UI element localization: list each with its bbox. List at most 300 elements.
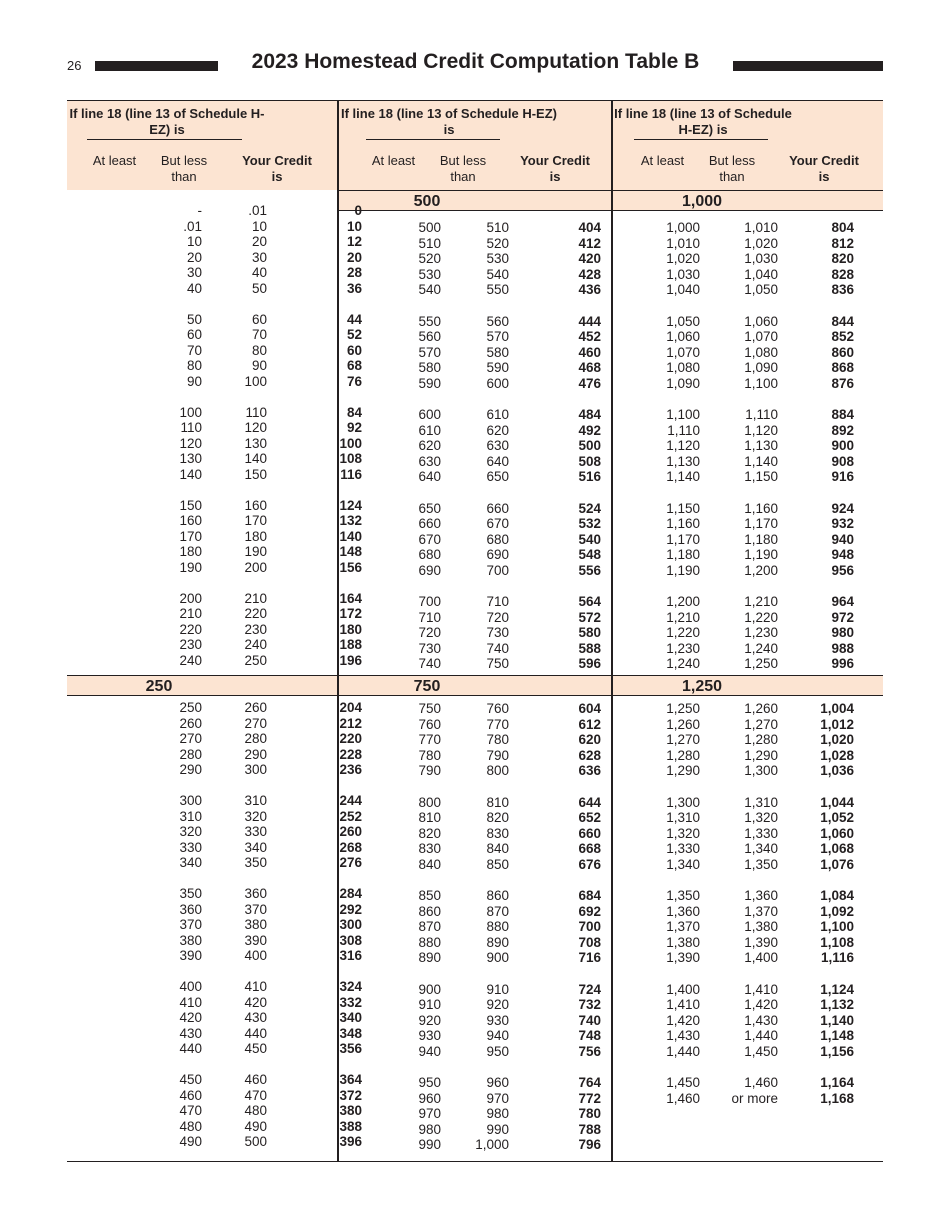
at-least-cell: 1,170 (666, 531, 700, 547)
table-row (67, 497, 362, 514)
credit-cell: 916 (831, 469, 854, 484)
credit-cell: 0 (354, 203, 362, 218)
credit-cell: 324 (339, 979, 362, 994)
but-less-than-cell: 550 (486, 282, 509, 297)
table-row (67, 731, 362, 747)
but-less-than-cell: 360 (244, 886, 267, 901)
at-least-cell: 1,160 (666, 516, 700, 531)
credit-cell: 844 (831, 313, 854, 329)
at-least-cell: 800 (418, 794, 441, 810)
table-row (67, 327, 362, 343)
but-less-than-cell: 530 (486, 251, 509, 266)
at-least-cell: 20 (186, 249, 202, 265)
table-row (67, 994, 362, 1011)
credit-cell: 668 (578, 841, 601, 856)
but-less-than-cell: 1,260 (744, 701, 778, 716)
but-less-than-cell: 660 (486, 500, 509, 516)
but-less-than-cell: 270 (244, 715, 267, 731)
at-least-cell: 1,020 (666, 251, 700, 266)
at-least-cell: 220 (179, 621, 202, 637)
but-less-than-cell: 1,020 (744, 235, 778, 251)
table-row (613, 888, 883, 904)
credit-cell: 148 (339, 544, 362, 559)
table-row (339, 454, 609, 470)
but-less-than-cell: 380 (244, 917, 267, 932)
row-group (339, 888, 609, 966)
at-least-cell: 500 (418, 220, 441, 235)
but-less-than-cell: 920 (486, 997, 509, 1012)
at-least-cell: 1,260 (666, 716, 700, 732)
credit-cell: 780 (578, 1106, 601, 1121)
table-row (67, 466, 362, 483)
table-row (339, 532, 609, 548)
at-least-cell: 440 (179, 1041, 202, 1056)
band-value: 1,000 (681, 193, 723, 210)
but-less-than-cell: 1,170 (744, 516, 778, 531)
but-less-than-cell: 740 (486, 640, 509, 656)
table-row (339, 919, 609, 935)
credit-cell: 412 (578, 235, 601, 251)
header-underline (87, 139, 242, 140)
row-group (613, 701, 883, 779)
but-less-than-cell: 80 (251, 342, 267, 358)
at-least-cell: 290 (179, 762, 202, 777)
table-row (339, 314, 609, 330)
at-least-cell: 460 (179, 1087, 202, 1103)
but-less-than-cell: 240 (244, 637, 267, 652)
at-least-cell: 1,320 (666, 825, 700, 841)
table-row (67, 203, 362, 219)
row-group (67, 886, 362, 964)
credit-cell: 372 (339, 1087, 362, 1103)
at-least-cell: 610 (418, 422, 441, 438)
credit-cell: 868 (831, 360, 854, 375)
but-less-than-cell: 1,460 (744, 1075, 778, 1090)
row-group (67, 404, 362, 483)
credit-cell: 236 (339, 762, 362, 777)
table-row (67, 1041, 362, 1057)
but-less-than-cell: 1,210 (744, 594, 778, 609)
table-row (339, 1137, 609, 1153)
at-least-cell: 590 (418, 375, 441, 391)
credit-cell: 1,076 (820, 856, 854, 872)
credit-cell: 1,156 (820, 1043, 854, 1059)
credit-cell: 836 (831, 282, 854, 297)
band-label (67, 675, 337, 696)
row-group (67, 793, 362, 871)
row-group (67, 590, 362, 669)
credit-cell: 284 (339, 886, 362, 901)
at-least-cell: 1,350 (666, 888, 700, 903)
credit-cell: 468 (578, 360, 601, 375)
table-row (339, 329, 609, 345)
credit-cell: 420 (578, 251, 601, 266)
credit-cell: 252 (339, 808, 362, 824)
but-less-than-cell: 90 (251, 358, 267, 373)
table-row (613, 826, 883, 842)
credit-cell: 308 (339, 932, 362, 948)
table-row (67, 544, 362, 560)
table-row (67, 886, 362, 902)
row-group (67, 311, 362, 390)
credit-cell: 60 (346, 342, 362, 358)
at-least-cell: 870 (418, 919, 441, 934)
row-group (613, 314, 883, 392)
credit-cell: 732 (578, 997, 601, 1012)
band-value: 250 (145, 678, 173, 695)
but-less-than-cell: 910 (486, 981, 509, 997)
at-least-cell: 1,230 (666, 640, 700, 656)
credit-cell: 884 (831, 407, 854, 422)
credit-cell: 444 (578, 313, 601, 329)
but-less-than-cell: 1,030 (744, 251, 778, 266)
column-header-2 (339, 100, 611, 189)
table-bottom-rule (67, 1161, 883, 1162)
at-least-cell: 40 (186, 280, 202, 296)
but-less-than-cell: 1,270 (744, 716, 778, 732)
credit-cell: 1,132 (820, 997, 854, 1012)
row-group (339, 501, 609, 579)
at-least-cell: 1,400 (666, 981, 700, 997)
at-least-cell: 730 (418, 640, 441, 656)
at-least-cell: 170 (179, 528, 202, 544)
but-less-than-cell: 700 (486, 562, 509, 578)
at-least-cell: 670 (418, 531, 441, 547)
table-row (67, 621, 362, 638)
at-least-cell: 860 (418, 903, 441, 919)
but-less-than-cell: 810 (486, 794, 509, 810)
credit-cell: 172 (339, 606, 362, 621)
credit-cell: 788 (578, 1121, 601, 1137)
credit-cell: 900 (831, 438, 854, 453)
at-least-cell: 790 (418, 763, 441, 778)
credit-cell: 340 (339, 1010, 362, 1025)
header-at-least: At least (371, 153, 416, 168)
at-least-cell: 80 (186, 358, 202, 373)
credit-cell: 356 (339, 1041, 362, 1056)
table-row (339, 904, 609, 920)
but-less-than-cell: 560 (486, 313, 509, 329)
table-row (67, 700, 362, 716)
but-less-than-cell: 970 (486, 1090, 509, 1106)
row-group (613, 594, 883, 672)
at-least-cell: 470 (179, 1103, 202, 1118)
but-less-than-cell: 260 (244, 700, 267, 715)
but-less-than-cell: 1,240 (744, 640, 778, 656)
at-least-cell: 830 (418, 841, 441, 856)
but-less-than-cell: 950 (486, 1043, 509, 1059)
at-least-cell: 350 (179, 886, 202, 901)
at-least-cell: 360 (179, 901, 202, 917)
at-least-cell: 1,280 (666, 747, 700, 763)
table-row (339, 267, 609, 283)
at-least-cell: 600 (418, 407, 441, 422)
row-group (339, 1075, 609, 1153)
row-group (67, 700, 362, 778)
credit-cell: 20 (346, 249, 362, 265)
table-row (67, 420, 362, 436)
but-less-than-cell: 300 (244, 762, 267, 777)
row-group (613, 982, 883, 1060)
credit-cell: 388 (339, 1118, 362, 1134)
but-less-than-cell: 340 (244, 839, 267, 855)
credit-cell: 260 (339, 824, 362, 839)
at-least-cell: 700 (418, 594, 441, 609)
table-row (67, 435, 362, 452)
row-group (67, 979, 362, 1057)
but-less-than-cell: 1,430 (744, 1012, 778, 1028)
but-less-than-cell: 130 (244, 435, 267, 451)
credit-cell: 948 (831, 547, 854, 562)
at-least-cell: 620 (418, 438, 441, 453)
but-less-than-cell: 1,410 (744, 981, 778, 997)
but-less-than-cell: 900 (486, 950, 509, 965)
table-row (339, 641, 609, 657)
but-less-than-cell: 100 (244, 373, 267, 389)
table-row (339, 547, 609, 563)
credit-cell: 1,044 (820, 794, 854, 810)
at-least-cell: 570 (418, 344, 441, 360)
but-less-than-cell: 630 (486, 438, 509, 453)
at-least-cell: 1,010 (666, 235, 700, 251)
but-less-than-cell: 170 (244, 513, 267, 528)
credit-cell: 524 (578, 500, 601, 516)
table-row (613, 732, 883, 748)
but-less-than-cell: 730 (486, 625, 509, 640)
credit-cell: 924 (831, 500, 854, 516)
table-row (613, 950, 883, 966)
header-but-less-than: But less than (708, 153, 756, 184)
credit-cell: 588 (578, 640, 601, 656)
but-less-than-cell: 1,230 (744, 625, 778, 640)
at-least-cell: 150 (179, 497, 202, 513)
table-row (613, 329, 883, 345)
at-least-cell: 1,180 (666, 547, 700, 562)
but-less-than-cell: 1,380 (744, 919, 778, 934)
credit-cell: 108 (339, 451, 362, 466)
credit-cell: 1,012 (820, 716, 854, 732)
at-least-cell: 680 (418, 547, 441, 562)
but-less-than-cell: 580 (486, 344, 509, 360)
but-less-than-cell: 930 (486, 1012, 509, 1028)
but-less-than-cell: 850 (486, 856, 509, 872)
credit-cell: 92 (346, 420, 362, 435)
but-less-than-cell: 960 (486, 1075, 509, 1090)
at-least-cell: 660 (418, 516, 441, 531)
credit-cell: 348 (339, 1025, 362, 1041)
at-least-cell: 850 (418, 888, 441, 903)
row-group (339, 594, 609, 672)
but-less-than-cell: 1,310 (744, 794, 778, 810)
at-least-cell: 840 (418, 856, 441, 872)
table-row (67, 932, 362, 949)
credit-cell: 1,140 (820, 1012, 854, 1028)
but-less-than-cell: 650 (486, 469, 509, 484)
table-row (339, 236, 609, 252)
at-least-cell: 1,380 (666, 934, 700, 950)
at-least-cell: 370 (179, 917, 202, 932)
but-less-than-cell: 1,100 (744, 375, 778, 391)
at-least-cell: 1,300 (666, 794, 700, 810)
table-row (67, 652, 362, 669)
but-less-than-cell: 570 (486, 329, 509, 344)
table-row (67, 746, 362, 763)
at-least-cell: 480 (179, 1118, 202, 1134)
at-least-cell: 280 (179, 746, 202, 762)
but-less-than-cell: 250 (244, 652, 267, 668)
credit-cell: 564 (578, 594, 601, 609)
credit-cell: 764 (578, 1075, 601, 1090)
credit-cell: 572 (578, 609, 601, 625)
at-least-cell: 560 (418, 329, 441, 344)
at-least-cell: 1,390 (666, 950, 700, 965)
table-row (339, 795, 609, 811)
credit-cell: 964 (831, 594, 854, 609)
but-less-than-cell: 490 (244, 1118, 267, 1134)
credit-cell: 516 (578, 469, 601, 484)
but-less-than-cell: 680 (486, 531, 509, 547)
but-less-than-cell: 640 (486, 453, 509, 469)
table-row (67, 1118, 362, 1135)
at-least-cell: 740 (418, 656, 441, 671)
but-less-than-cell: 820 (486, 810, 509, 825)
credit-cell: 156 (339, 559, 362, 575)
at-least-cell: 1,200 (666, 594, 700, 609)
table-row (67, 1087, 362, 1104)
at-least-cell: 1,130 (666, 453, 700, 469)
but-less-than-cell: 390 (244, 932, 267, 948)
at-least-cell: 1,430 (666, 1028, 700, 1043)
header-but-less-than: But less than (439, 153, 487, 184)
at-least-cell: 640 (418, 469, 441, 484)
but-less-than-cell: 1,140 (744, 453, 778, 469)
table-row (613, 220, 883, 236)
table-row (613, 857, 883, 873)
at-least-cell: 950 (418, 1075, 441, 1090)
but-less-than-cell: 520 (486, 235, 509, 251)
column-header-1 (67, 100, 337, 189)
credit-cell: 828 (831, 266, 854, 282)
credit-cell: 820 (831, 251, 854, 266)
but-less-than-cell: 1,250 (744, 656, 778, 671)
but-less-than-cell: 1,280 (744, 732, 778, 747)
credit-cell: 36 (346, 280, 362, 296)
credit-cell: 804 (831, 220, 854, 235)
but-less-than-cell: 1,130 (744, 438, 778, 453)
at-least-cell: 940 (418, 1043, 441, 1059)
table-row (339, 469, 609, 485)
table-row (613, 454, 883, 470)
but-less-than-cell: 50 (251, 280, 267, 296)
credit-cell: 300 (339, 917, 362, 932)
header-condition: If line 18 (line 13 of Schedule H-EZ) is (614, 106, 792, 137)
table-row (613, 919, 883, 935)
header-but-less-than: But less than (160, 153, 208, 184)
but-less-than-cell: 310 (244, 793, 267, 808)
but-less-than-cell: 830 (486, 825, 509, 841)
credit-cell: 492 (578, 422, 601, 438)
but-less-than-cell: 70 (251, 327, 267, 342)
table-row (339, 732, 609, 748)
but-less-than-cell: 510 (486, 220, 509, 235)
credit-cell: 244 (339, 793, 362, 808)
credit-cell: 396 (339, 1134, 362, 1149)
at-least-cell: 1,240 (666, 656, 700, 671)
table-row (67, 358, 362, 374)
at-least-cell: 920 (418, 1012, 441, 1028)
table-row (339, 282, 609, 298)
credit-cell: 452 (578, 329, 601, 344)
header-your-credit: Your Credit is (520, 153, 590, 184)
but-less-than-cell: 1,350 (744, 856, 778, 872)
table-row (339, 376, 609, 392)
but-less-than-cell: 1,420 (744, 997, 778, 1012)
header-at-least: At least (640, 153, 685, 168)
table-row (613, 547, 883, 563)
but-less-than-cell: 980 (486, 1106, 509, 1121)
table-row (339, 1075, 609, 1091)
row-group (339, 795, 609, 873)
credit-cell: 476 (578, 375, 601, 391)
at-least-cell: 1,030 (666, 266, 700, 282)
but-less-than-cell: 1,040 (744, 266, 778, 282)
but-less-than-cell: 1,300 (744, 763, 778, 778)
table-row (613, 314, 883, 330)
but-less-than-cell: 770 (486, 716, 509, 732)
credit-cell: 940 (831, 531, 854, 547)
table-row (67, 637, 362, 653)
header-your-credit: Your Credit is (789, 153, 859, 184)
table-row (339, 220, 609, 236)
credit-cell: 660 (578, 825, 601, 841)
table-row (339, 857, 609, 873)
credit-cell: 1,116 (820, 950, 854, 965)
at-least-cell: 780 (418, 747, 441, 763)
row-group (613, 220, 883, 298)
credit-cell: 1,020 (820, 732, 854, 747)
credit-cell: 276 (339, 855, 362, 870)
but-less-than-cell: 420 (244, 994, 267, 1010)
header-your-credit: Your Credit is (242, 153, 312, 184)
credit-cell: 684 (578, 888, 601, 903)
at-least-cell: 650 (418, 500, 441, 516)
but-less-than-cell: 350 (244, 855, 267, 870)
at-least-cell: 770 (418, 732, 441, 747)
table-row (67, 265, 362, 281)
at-least-cell: 230 (179, 637, 202, 652)
credit-cell: 1,028 (820, 747, 854, 763)
credit-cell: 1,004 (820, 701, 854, 716)
credit-cell: 796 (578, 1137, 601, 1152)
table-row (339, 251, 609, 267)
credit-cell: 708 (578, 934, 601, 950)
at-least-cell: 930 (418, 1028, 441, 1043)
table-row (613, 376, 883, 392)
but-less-than-cell: 370 (244, 901, 267, 917)
table-row (613, 1075, 883, 1091)
table-row (339, 656, 609, 672)
but-less-than-cell: 860 (486, 888, 509, 903)
table-row (67, 280, 362, 297)
credit-cell: 460 (578, 344, 601, 360)
but-less-than-cell: 1,360 (744, 888, 778, 903)
table-row (339, 826, 609, 842)
but-less-than-cell: 430 (244, 1010, 267, 1025)
but-less-than-cell: 500 (244, 1134, 267, 1149)
at-least-cell: 1,330 (666, 841, 700, 856)
credit-cell: 10 (346, 218, 362, 234)
table-row (339, 997, 609, 1013)
